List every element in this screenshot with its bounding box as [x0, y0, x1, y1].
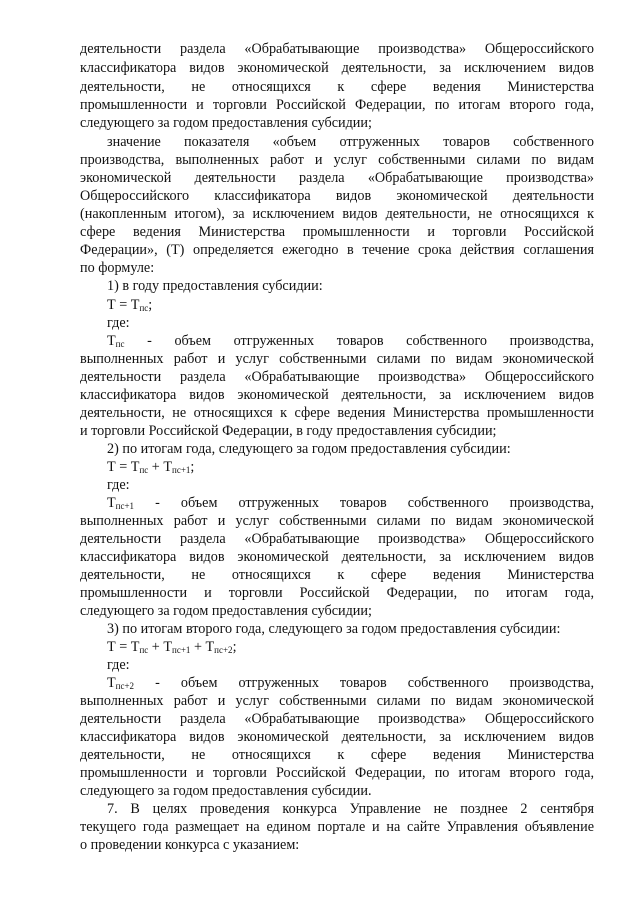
where-label: где: [107, 477, 130, 493]
definition-line: промышленности и торговли Российской Федерации, по итогам второго года, [80, 765, 594, 781]
paragraph-line: деятельности, не относящихся к сфере ведения Министерства [80, 79, 594, 95]
paragraph-line: о проведении конкурса с указанием: [80, 837, 300, 853]
paragraph-line: значение показателя «объем отгруженных товаров собственного [107, 134, 594, 150]
definition-line: деятельности, не относящихся к сфере ведения Министерства [80, 567, 594, 583]
formula: $Т = Т_{пс}$; [107, 297, 153, 313]
case-heading: 3) по итогам второго года, следующего за годом предоставления субсидии: [107, 621, 561, 637]
symbol: $Т_{пс}$ [107, 333, 125, 349]
where-label: где: [107, 657, 130, 673]
symbol: $Т_{пс+2}$ [107, 675, 135, 691]
definition-line: следующего за годом предоставления субсидии. [80, 783, 372, 799]
definition-line: классификатора видов экономической деятельности, за исключением видов [80, 729, 594, 745]
paragraph-line: Общероссийского классификатора видов экономической деятельности [80, 188, 594, 204]
definition-line: деятельности раздела «Обрабатывающие производства» Общероссийского [80, 711, 594, 727]
symbol: $Т_{пс+1}$ [107, 495, 135, 511]
case-heading: 1) в году предоставления субсидии: [107, 278, 323, 294]
paragraph-line: деятельности раздела «Обрабатывающие производства» Общероссийского [80, 41, 594, 57]
definition-line: выполненных работ и услуг собственными силами по видам экономической [80, 513, 594, 529]
paragraph-line: экономической деятельности раздела «Обрабатывающие производства» [80, 170, 594, 186]
paragraph-line: производства, выполненных работ и услуг собственными силами по видам [80, 152, 594, 168]
paragraph-line: классификатора видов экономической деятельности, за исключением видов [80, 60, 594, 76]
definition-line: классификатора видов экономической деятельности, за исключением видов [80, 387, 594, 403]
definition-line: деятельности, не относящихся к сфере ведения Министерства промышленности [80, 405, 594, 421]
definition-line: деятельности раздела «Обрабатывающие производства» Общероссийского [80, 531, 594, 547]
definition-line: $Т_{пс}$ - объем отгруженных товаров собственного производства, [107, 333, 594, 349]
formula: $Т = Т_{пс} + Т_{пс+1}$; [107, 459, 195, 475]
paragraph-line: по формуле: [80, 260, 155, 276]
paragraph-line: следующего за годом предоставления субсидии; [80, 115, 372, 131]
paragraph-line: Федерации», (Т) определяется ежегодно в течение срока действия соглашения [80, 242, 594, 258]
formula: $Т = Т_{пс} + Т_{пс+1} + Т_{пс+2}$; [107, 639, 237, 655]
definition-line: $Т_{пс+1}$ - объем отгруженных товаров собственного производства, [107, 495, 594, 511]
paragraph-line: сфере ведения Министерства промышленности и торговли Российской [80, 224, 594, 240]
paragraph-line: (накопленным итогом), за исключением видов деятельности, не относящихся к [80, 206, 594, 222]
definition-line: деятельности, не относящихся к сфере ведения Министерства [80, 747, 594, 763]
definition-line: деятельности раздела «Обрабатывающие производства» Общероссийского [80, 369, 594, 385]
paragraph-line: текущего года размещает на едином портале и на сайте Управления объявление [80, 819, 594, 835]
definition-line: выполненных работ и услуг собственными силами по видам экономической [80, 693, 594, 709]
definition-line: промышленности и торговли Российской Федерации, по итогам года, [80, 585, 594, 601]
definition-line: $Т_{пс+2}$ - объем отгруженных товаров собственного производства, [107, 675, 594, 691]
definition-line: и торговли Российской Федерации, в году предоставления субсидии; [80, 423, 497, 439]
case-heading: 2) по итогам года, следующего за годом предоставления субсидии: [107, 441, 511, 457]
definition-line: классификатора видов экономической деятельности, за исключением видов [80, 549, 594, 565]
where-label: где: [107, 315, 130, 331]
definition-line: следующего за годом предоставления субсидии; [80, 603, 372, 619]
paragraph-line: 7. В целях проведения конкурса Управление не позднее 2 сентября [107, 801, 594, 817]
definition-line: выполненных работ и услуг собственными силами по видам экономической [80, 351, 594, 367]
paragraph-line: промышленности и торговли Российской Федерации, по итогам второго года, [80, 97, 594, 113]
